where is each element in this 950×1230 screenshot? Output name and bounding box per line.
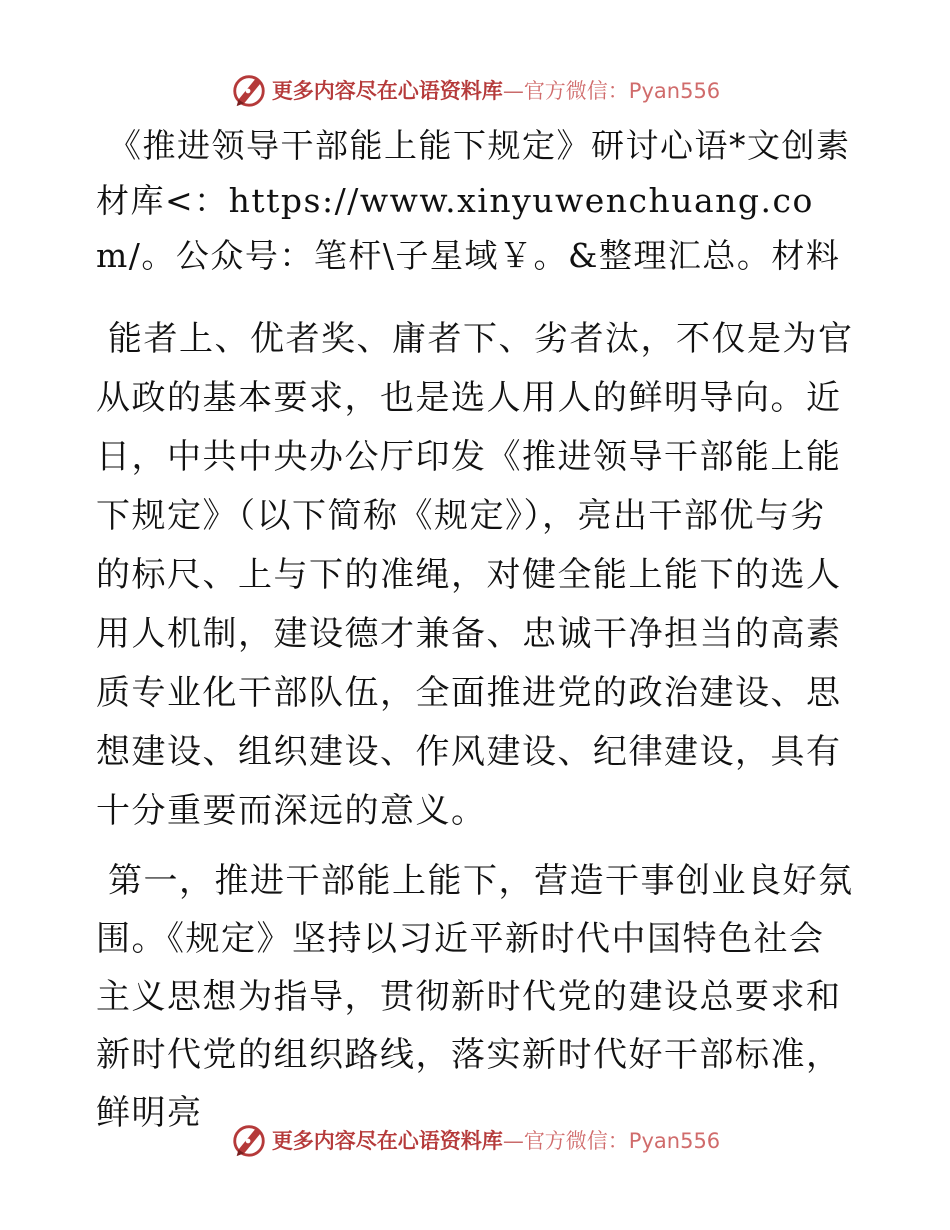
intro-paragraph: 《推进领导干部能上能下规定》研讨心语*文创素材库<：https://www.xinyuwenchuang.com/。公众号：笔杆\子星域￥。&整理汇总。材料 xyxy=(96,126,851,275)
footer-brand-text xyxy=(272,1125,720,1155)
pen-logo-icon xyxy=(230,1121,268,1159)
footer-brand-name: 更多内容尽在心语资料库 xyxy=(271,1129,503,1153)
pen-logo-icon xyxy=(230,71,268,109)
footer-separator: — xyxy=(502,1129,524,1153)
header-brand-name: 更多内容尽在心语资料库 xyxy=(271,79,503,103)
body-paragraph-2: 第一，推进干部能上能下，营造干事创业良好氛围。《规定》坚持以习近平新时代中国特色社会主义思想为指导，贯彻新时代党的建设总要求和新时代党的组织路线，落实新时代好干部标准，鲜明亮 xyxy=(96,861,854,1133)
footer-wechat: 官方微信：Pyan556 xyxy=(523,1129,721,1153)
body-paragraph-1: 能者上、优者奖、庸者下、劣者汰，不仅是为官从政的基本要求，也是选人用人的鲜明导向。近日，中共中央办公厅印发《推进领导干部能上能下规定》（以下简称《规定》），亮出干部优与劣的标尺、上与下的准绳，对健全能上能下的选人用人机制，建设德才兼备、忠诚干净担当的高素质专业化干部队伍，全面推进党的政治建设、思想建设、组织建设、作风建设、纪律建设，具有十分重要而深远的意义。 xyxy=(96,319,854,831)
header-wechat: 官方微信：Pyan556 xyxy=(523,79,721,103)
header-separator: — xyxy=(502,79,524,103)
header-watermark xyxy=(0,68,950,112)
header-brand-text xyxy=(272,75,720,105)
footer-watermark xyxy=(0,1118,950,1162)
